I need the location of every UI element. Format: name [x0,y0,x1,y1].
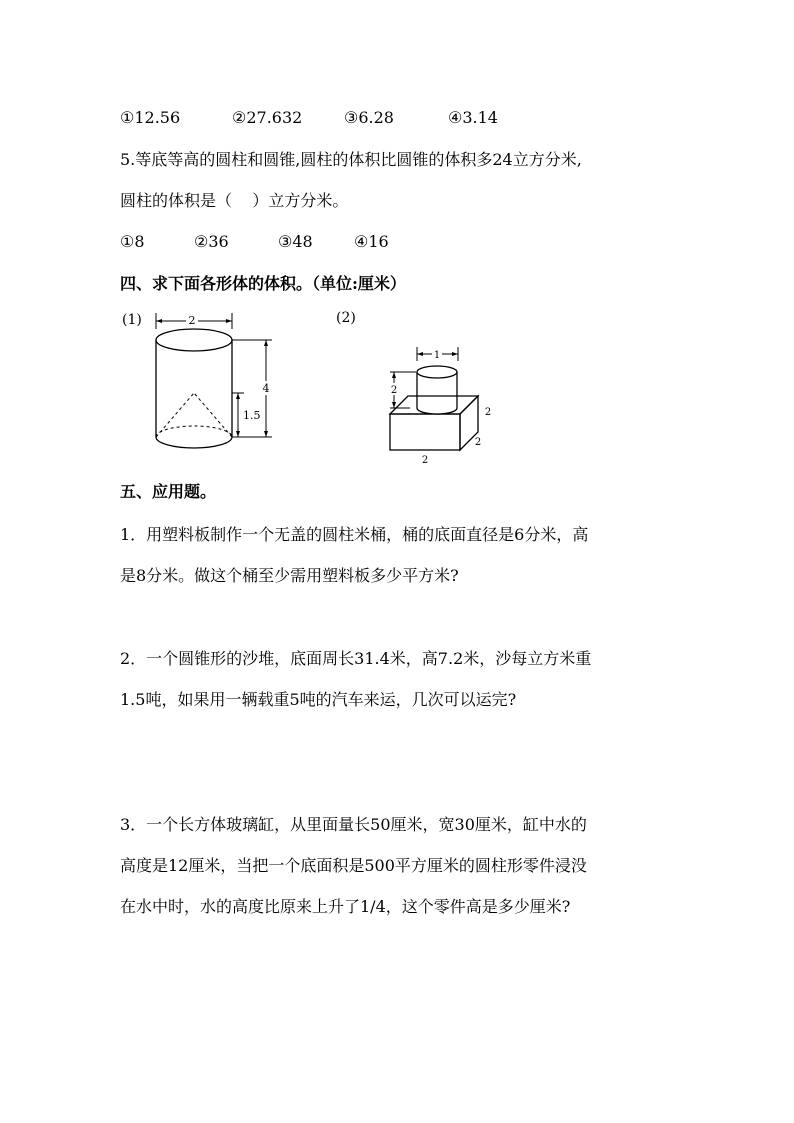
fig2-cyl-height-dim: 2 [390,385,398,396]
q5-line-2: 圆柱的体积是（ ）立方分米。 [120,191,349,210]
problem-2-line-1: 2．一个圆锥形的沙堆，底面周长31.4米，高7.2米，沙每立方米重 [120,649,592,668]
problem-2-line-2: 1.5吨，如果用一辆载重5吨的汽车来运，几次可以运完? [120,690,517,709]
fig1-cone-dim: 1.5 [243,409,261,422]
fig2-box-depth-dim: 2 [474,437,482,448]
q4-option-2: ②27.632 [232,108,303,127]
q5-option-1: ①8 [120,232,145,251]
problem-1-line-1: 1．用塑料板制作一个无盖的圆柱米桶，桶的底面直径是6分米，高 [120,525,589,544]
fig2-top-dim: 1 [433,350,441,361]
fig1-top-dim: 2 [188,314,196,327]
problem-3-line-3: 在水中时，水的高度比原来上升了1/4，这个零件高是多少厘米? [120,897,571,916]
q5-option-2: ②36 [194,232,229,251]
q5-option-4: ④16 [354,232,389,251]
q4-option-4: ④3.14 [448,108,498,127]
problem-3-line-1: 3．一个长方体玻璃缸，从里面量长50厘米，宽30厘米，缸中水的 [120,815,587,834]
fig2-box-width-dim: 2 [421,455,429,466]
figure-1-cylinder-cone [140,305,290,465]
problem-1-line-2: 是8分米。做这个桶至少需用塑料板多少平方米? [120,566,459,585]
fig1-height-dim: 4 [262,382,270,395]
fig2-box-height-dim: 2 [484,407,492,418]
figure-2-cylinder-on-box [380,342,510,467]
figure-1-label: (1) [122,312,142,328]
q4-option-1: ①12.56 [120,108,181,127]
section-5-title: 五、应用题。 [120,482,217,501]
figure-2-label: (2) [336,310,356,326]
section-4-title: 四、求下面各形体的体积。（单位:厘米） [120,274,406,293]
problem-3-line-2: 高度是12厘米，当把一个底面积是500平方厘米的圆柱形零件浸没 [120,856,587,875]
q4-option-3: ③6.28 [344,108,394,127]
q5-option-3: ③48 [278,232,313,251]
q5-line-1: 5.等底等高的圆柱和圆锥,圆柱的体积比圆锥的体积多24立方分米, [120,150,582,169]
